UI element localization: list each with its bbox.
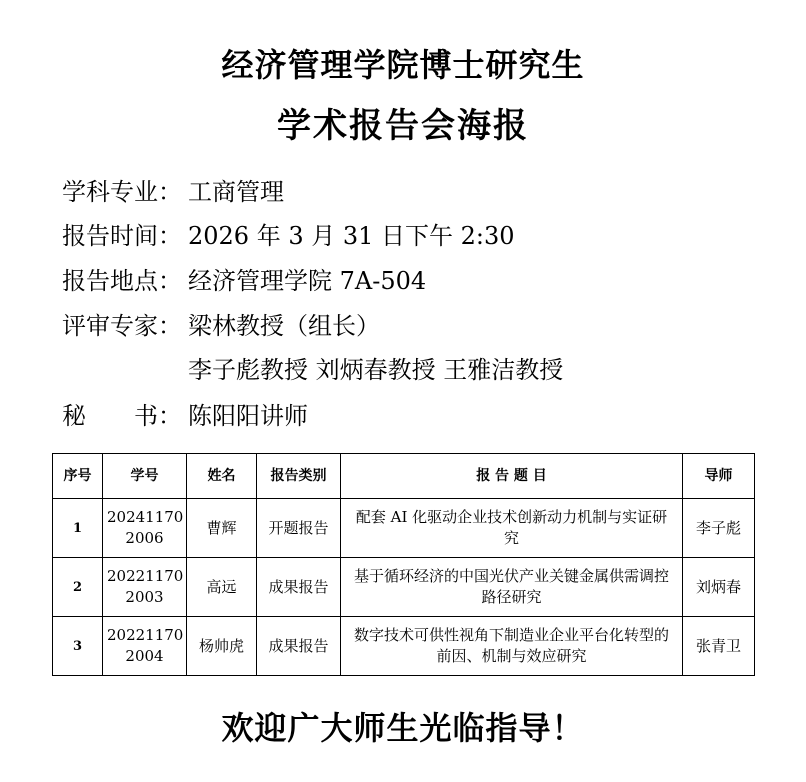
table-header-row xyxy=(53,454,755,499)
row-name: 曹辉 xyxy=(187,499,257,558)
discipline-value: 工商管理 xyxy=(188,178,284,206)
poster-title-line1: 经济管理学院博士研究生 xyxy=(221,46,585,84)
table-row xyxy=(53,617,755,676)
student-id-part1: 20241170 xyxy=(107,508,184,526)
row-topic: 配套 AI 化驱动企业技术创新动力机制与实证研究 xyxy=(341,499,683,558)
row-student-id xyxy=(103,558,187,617)
row-name: 杨帅虎 xyxy=(187,617,257,676)
discipline-row xyxy=(62,172,284,207)
location-value: 经济管理学院 7A-504 xyxy=(188,267,427,295)
time-label: 报告时间： xyxy=(62,222,182,250)
student-id-part2: 2006 xyxy=(125,529,164,547)
student-id-part1: 20221170 xyxy=(107,626,184,644)
row-student-id xyxy=(103,499,187,558)
poster-title-line2: 学术报告会海报 xyxy=(277,106,529,146)
location-row xyxy=(62,261,426,296)
header-topic: 报 告 题 目 xyxy=(341,454,683,499)
discipline-label: 学科专业： xyxy=(62,178,182,206)
welcome-message: 欢迎广大师生光临指导！ xyxy=(221,709,585,747)
row-no: 2 xyxy=(53,558,103,617)
row-category: 成果报告 xyxy=(257,617,341,676)
row-no: 1 xyxy=(53,499,103,558)
secretary-label-char1: 秘 xyxy=(62,402,86,430)
secretary-value: 陈阳阳讲师 xyxy=(188,402,308,430)
row-student-id xyxy=(103,617,187,676)
row-advisor: 张青卫 xyxy=(683,617,755,676)
row-category: 成果报告 xyxy=(257,558,341,617)
header-no: 序号 xyxy=(53,454,103,499)
report-schedule-table xyxy=(52,453,755,676)
secretary-row xyxy=(62,396,308,431)
experts-label: 评审专家： xyxy=(62,312,182,340)
experts-row-2 xyxy=(62,350,563,385)
secretary-label xyxy=(62,396,188,431)
row-category: 开题报告 xyxy=(257,499,341,558)
experts-line1: 梁林教授（组长） xyxy=(188,312,380,340)
table-row xyxy=(53,558,755,617)
student-id-part2: 2003 xyxy=(125,588,164,606)
time-row xyxy=(62,216,515,251)
header-category: 报告类别 xyxy=(257,454,341,499)
table-row xyxy=(53,499,755,558)
student-id-part1: 20221170 xyxy=(107,567,184,585)
row-advisor: 李子彪 xyxy=(683,499,755,558)
header-name: 姓名 xyxy=(187,454,257,499)
location-label: 报告地点： xyxy=(62,267,182,295)
row-topic: 基于循环经济的中国光伏产业关键金属供需调控路径研究 xyxy=(341,558,683,617)
row-name: 高远 xyxy=(187,558,257,617)
experts-line2: 李子彪教授 刘炳春教授 王雅洁教授 xyxy=(188,356,564,384)
row-topic: 数字技术可供性视角下制造业企业平台化转型的前因、机制与效应研究 xyxy=(341,617,683,676)
student-id-part2: 2004 xyxy=(125,647,164,665)
row-no: 3 xyxy=(53,617,103,676)
header-student-id: 学号 xyxy=(103,454,187,499)
header-advisor: 导师 xyxy=(683,454,755,499)
experts-row xyxy=(62,306,380,341)
time-value: 2026 年 3 月 31 日下午 2:30 xyxy=(188,222,515,250)
secretary-label-char2: 书： xyxy=(134,402,182,430)
row-advisor: 刘炳春 xyxy=(683,558,755,617)
